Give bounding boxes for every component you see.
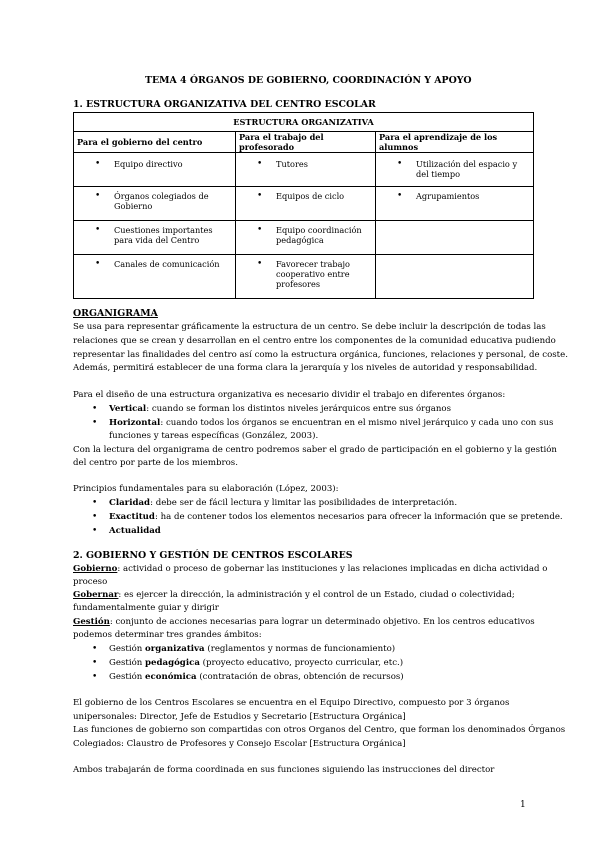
page-number: 1 bbox=[520, 800, 526, 810]
table-cell: • Órganos colegiados de Gobierno bbox=[74, 191, 235, 211]
table-cell: • Agrupamientos bbox=[376, 191, 533, 201]
bullet-icon: • bbox=[92, 526, 98, 536]
table-cell: • Utilización del espacio y del tiempo bbox=[376, 159, 533, 179]
definition-line: Gestión: conjunto de acciones necesarias para lograr un determinado objetivo. En los centros educativos bbox=[73, 617, 535, 627]
structure-table bbox=[73, 112, 534, 299]
list-item: Gestión organizativa (reglamentos y normas de funcionamiento) bbox=[109, 644, 396, 654]
document-title: TEMA 4 ÓRGANOS DE GOBIERNO, COORDINACIÓN Y APOYO bbox=[145, 75, 472, 86]
paragraph-line: fundamentalmente guiar y dirigir bbox=[73, 603, 219, 613]
bullet-icon: • bbox=[92, 418, 98, 428]
bullet-icon: • bbox=[92, 512, 98, 522]
bullet-icon: • bbox=[92, 644, 98, 654]
paragraph-line: unipersonales: Director, Jefe de Estudios y Secretario [Estructura Orgánica] bbox=[73, 712, 406, 722]
paragraph-line: Con la lectura del organigrama de centro podremos saber el grado de participación en el gobierno y la gestión bbox=[73, 445, 557, 455]
paragraph-line: proceso bbox=[73, 577, 108, 587]
table-row bbox=[74, 153, 534, 187]
organigrama-heading: ORGANIGRAMA bbox=[73, 308, 158, 319]
paragraph-line: Se usa para representar gráficamente la estructura de un centro. Se debe incluir la descripción de todas las bbox=[73, 322, 546, 332]
paragraph-line: funciones y tareas específicas (González, 2003). bbox=[109, 431, 319, 441]
paragraph-line: Las funciones de gobierno son compartidas con otros Organos del Centro, que forman los denominados Órganos bbox=[73, 725, 566, 735]
section2-heading: 2. GOBIERNO Y GESTIÓN DE CENTROS ESCOLARES bbox=[73, 550, 353, 561]
bullet-icon: • bbox=[92, 498, 98, 508]
paragraph-line: del centro por parte de los miembros. bbox=[73, 458, 238, 468]
paragraph-line: Principios fundamentales para su elaboración (López, 2003): bbox=[73, 484, 339, 494]
column-header: Para el gobierno del centro bbox=[74, 132, 236, 153]
paragraph-line: podemos determinar tres grandes ámbitos: bbox=[73, 630, 262, 640]
list-item: Claridad: debe ser de fácil lectura y limitar las posibilidades de interpretación. bbox=[109, 498, 458, 508]
list-item: Gestión pedagógica (proyecto educativo, proyecto curricular, etc.) bbox=[109, 658, 404, 668]
table-cell: • Cuestiones importantes para vida del Centro bbox=[74, 225, 235, 245]
bullet-icon: • bbox=[92, 658, 98, 668]
paragraph-line: El gobierno de los Centros Escolares se encuentra en el Equipo Directivo, compuesto por 3 órganos bbox=[73, 698, 510, 708]
list-item: Gestión económica (contratación de obras, obtención de recursos) bbox=[109, 672, 404, 682]
list-item: Actualidad bbox=[109, 526, 161, 536]
paragraph-line: representar las finalidades del centro así como la estructura orgánica, funciones, relaciones y personal, de coste. bbox=[73, 350, 568, 360]
section1-heading: 1. ESTRUCTURA ORGANIZATIVA DEL CENTRO ESCOLAR bbox=[73, 99, 376, 110]
paragraph-line: Para el diseño de una estructura organizativa es necesario dividir el trabajo en diferentes órganos: bbox=[73, 390, 506, 400]
table-header: ESTRUCTURA ORGANIZATIVA bbox=[74, 113, 534, 132]
table-row bbox=[74, 221, 534, 255]
list-item: Exactitud: ha de contener todos los elementos necesarios para ofrecer la información que se pretende. bbox=[109, 512, 563, 522]
definition-line: Gobernar: es ejercer la dirección, la administración y el control de un Estado, ciudad o colectividad; bbox=[73, 590, 515, 600]
table-cell: • Equipo coordinación pedagógica bbox=[236, 225, 375, 245]
paragraph-line: Colegiados: Claustro de Profesores y Consejo Escolar [Estructura Orgánica] bbox=[73, 739, 406, 749]
table-row bbox=[74, 255, 534, 299]
table-cell: • Canales de comunicación bbox=[74, 259, 235, 269]
table-row bbox=[74, 187, 534, 221]
paragraph-line: Además, permitirá establecer de una forma clara la jerarquía y los niveles de autoridad y responsabilidad. bbox=[73, 363, 538, 373]
bullet-icon: • bbox=[92, 672, 98, 682]
bullet-icon: • bbox=[92, 404, 98, 414]
paragraph-line: Ambos trabajarán de forma coordinada en sus funciones siguiendo las instrucciones del director bbox=[73, 765, 495, 775]
list-item: Horizontal: cuando todos los órganos se encuentran en el mismo nivel jerárquico y cada uno con sus bbox=[109, 418, 554, 428]
table-cell: • Tutores bbox=[236, 159, 375, 169]
column-header: Para el trabajo del profesorado bbox=[236, 132, 376, 153]
definition-line: Gobierno: actividad o proceso de gobernar las instituciones y las relaciones implicadas en dicha actividad o bbox=[73, 564, 548, 574]
column-header: Para el aprendizaje de los alumnos bbox=[376, 132, 534, 153]
table-cell: • Equipos de ciclo bbox=[236, 191, 375, 201]
paragraph-line: relaciones que se crean y desarrollan en el centro entre los componentes de la comunidad educativa pudiendo bbox=[73, 336, 556, 346]
list-item: Vertical: cuando se forman los distintos niveles jerárquicos entre sus órganos bbox=[109, 404, 452, 414]
table-cell: • Favorecer trabajo cooperativo entre profesores bbox=[236, 259, 370, 289]
table-cell: • Equipo directivo bbox=[74, 159, 235, 169]
